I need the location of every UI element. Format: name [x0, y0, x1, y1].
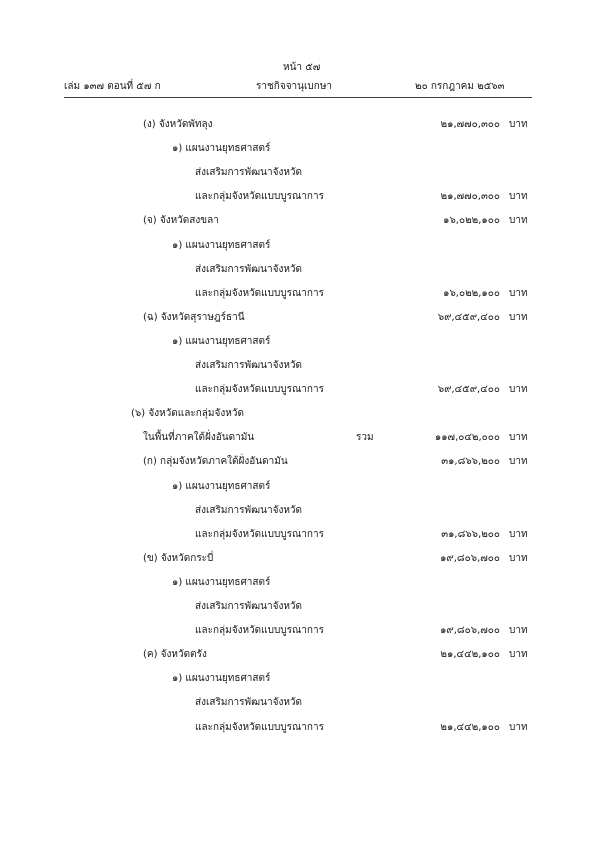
currency-unit: บาท	[509, 191, 528, 202]
gazette-volume: เล่ม ๑๓๗ ตอนที่ ๕๗ ก	[64, 81, 161, 92]
line-label: ๑) แผนงานยุทธศาสตร์	[172, 240, 271, 251]
budget-line	[0, 239, 595, 253]
currency-unit: บาท	[509, 432, 528, 443]
line-label: (ง) จังหวัดพัทลุง	[143, 119, 213, 130]
line-label: (ข) จังหวัดกระบี่	[143, 553, 214, 564]
budget-line	[0, 455, 595, 469]
line-label: ๑) แผนงานยุทธศาสตร์	[172, 481, 271, 492]
budget-line	[0, 721, 595, 735]
line-label: ส่งเสริมการพัฒนาจังหวัด	[195, 264, 303, 275]
budget-line	[0, 504, 595, 518]
line-label: ๑) แผนงานยุทธศาสตร์	[172, 673, 271, 684]
line-amount: ๑๑๗,๐๔๒,๐๐๐	[434, 432, 500, 443]
budget-line	[0, 600, 595, 614]
gazette-title: ราชกิจจานุเบกษา	[256, 81, 333, 92]
budget-line	[0, 480, 595, 494]
budget-line	[0, 552, 595, 566]
line-label: ๑) แผนงานยุทธศาสตร์	[172, 577, 271, 588]
line-label: และกลุ่มจังหวัดแบบบูรณาการ	[195, 722, 324, 733]
budget-line	[0, 359, 595, 373]
currency-unit: บาท	[509, 649, 528, 660]
currency-unit: บาท	[509, 553, 528, 564]
budget-line	[0, 576, 595, 590]
line-label: (ค) จังหวัดตรัง	[143, 649, 207, 660]
line-label: (๖) จังหวัดและกลุ่มจังหวัด	[131, 408, 244, 419]
currency-unit: บาท	[509, 312, 528, 323]
line-label: (ฉ) จังหวัดสุราษฎร์ธานี	[143, 312, 245, 323]
line-amount: ๖๙,๔๕๙,๔๐๐	[437, 312, 500, 323]
budget-line	[0, 407, 595, 421]
line-label: และกลุ่มจังหวัดแบบบูรณาการ	[195, 529, 324, 540]
budget-line	[0, 672, 595, 686]
line-label: ๑) แผนงานยุทธศาสตร์	[172, 143, 271, 154]
budget-line	[0, 431, 595, 445]
budget-line	[0, 118, 595, 132]
line-label: ๑) แผนงานยุทธศาสตร์	[172, 336, 271, 347]
budget-line	[0, 648, 595, 662]
line-amount: ๑๖,๐๒๒,๑๐๐	[443, 215, 500, 226]
currency-unit: บาท	[509, 119, 528, 130]
line-amount: ๓๑,๘๖๖,๒๐๐	[441, 529, 500, 540]
line-label: ส่งเสริมการพัฒนาจังหวัด	[195, 360, 303, 371]
header-rule	[64, 97, 532, 98]
gazette-date: ๒๐ กรกฎาคม ๒๕๖๓	[415, 81, 505, 92]
currency-unit: บาท	[509, 625, 528, 636]
line-amount: ๑๙,๘๐๖,๗๐๐	[440, 553, 500, 564]
budget-line	[0, 335, 595, 349]
line-amount: ๒๑,๔๔๒,๑๐๐	[440, 649, 500, 660]
line-label: ส่งเสริมการพัฒนาจังหวัด	[195, 167, 303, 178]
line-label: ส่งเสริมการพัฒนาจังหวัด	[195, 505, 303, 516]
currency-unit: บาท	[509, 722, 528, 733]
line-label: และกลุ่มจังหวัดแบบบูรณาการ	[195, 384, 324, 395]
line-label: (จ) จังหวัดสงขลา	[143, 215, 219, 226]
line-amount: ๑๖,๐๒๒,๑๐๐	[443, 288, 500, 299]
line-label: ในพื้นที่ภาคใต้ฝั่งอันดามัน	[143, 432, 255, 443]
line-amount: ๒๑,๔๔๒,๑๐๐	[440, 722, 500, 733]
line-label: (ก) กลุ่มจังหวัดภาคใต้ฝั่งอันดามัน	[143, 456, 288, 467]
budget-line	[0, 696, 595, 710]
budget-line	[0, 142, 595, 156]
currency-unit: บาท	[509, 288, 528, 299]
currency-unit: บาท	[509, 384, 528, 395]
budget-line	[0, 166, 595, 180]
budget-line	[0, 311, 595, 325]
page-number: หน้า ๕๗	[283, 62, 321, 73]
budget-line	[0, 214, 595, 228]
line-label: และกลุ่มจังหวัดแบบบูรณาการ	[195, 191, 324, 202]
currency-unit: บาท	[509, 215, 528, 226]
budget-line	[0, 263, 595, 277]
line-amount: ๑๙,๘๐๖,๗๐๐	[440, 625, 500, 636]
budget-line	[0, 624, 595, 638]
budget-line	[0, 528, 595, 542]
budget-line	[0, 287, 595, 301]
line-label: และกลุ่มจังหวัดแบบบูรณาการ	[195, 288, 324, 299]
line-label: ส่งเสริมการพัฒนาจังหวัด	[195, 697, 303, 708]
line-amount: ๓๑,๘๖๖,๒๐๐	[441, 456, 500, 467]
line-label: ส่งเสริมการพัฒนาจังหวัด	[195, 601, 303, 612]
line-label: และกลุ่มจังหวัดแบบบูรณาการ	[195, 625, 324, 636]
line-amount: ๒๑,๗๗๐,๓๐๐	[440, 191, 500, 202]
budget-line	[0, 190, 595, 204]
currency-unit: บาท	[509, 529, 528, 540]
budget-line	[0, 383, 595, 397]
line-amount: ๒๑,๗๗๐,๓๐๐	[440, 119, 500, 130]
line-amount: ๖๙,๔๕๙,๔๐๐	[437, 384, 500, 395]
currency-unit: บาท	[509, 456, 528, 467]
total-label: รวม	[356, 432, 374, 443]
